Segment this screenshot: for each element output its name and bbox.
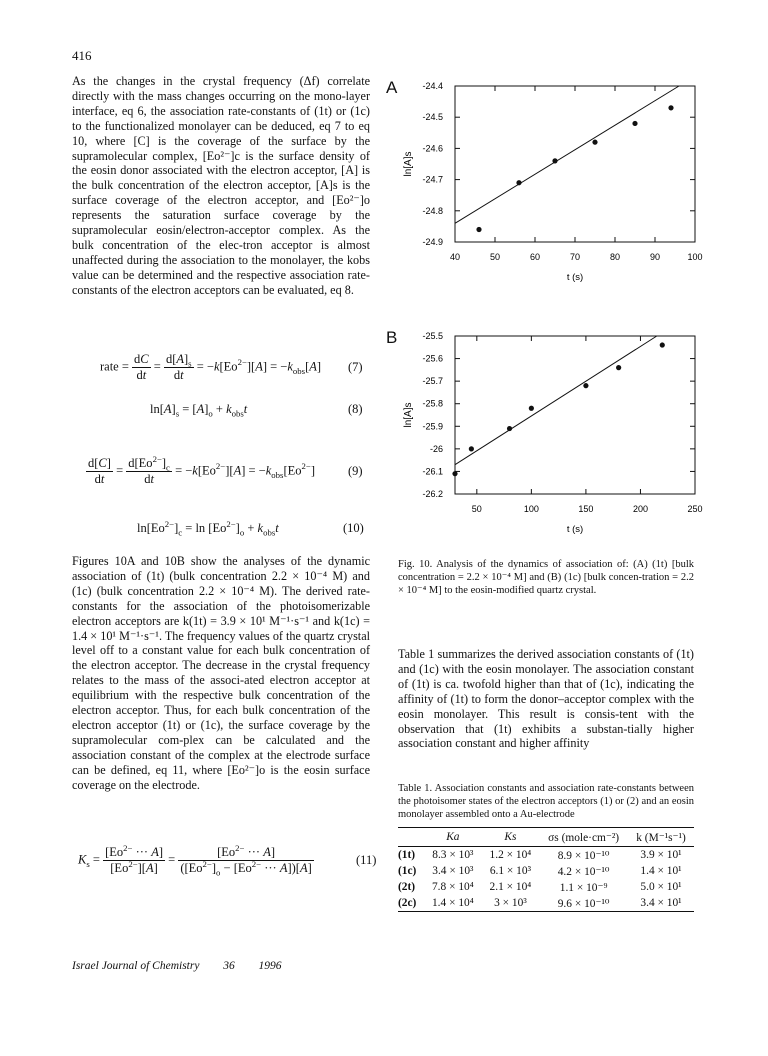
x-tick-label: 70 bbox=[569, 252, 581, 262]
y-tick-label: -26.1 bbox=[422, 466, 443, 477]
chart-a bbox=[395, 78, 703, 298]
data-point bbox=[583, 383, 588, 388]
y-tick-label: -24.7 bbox=[422, 174, 443, 185]
data-point bbox=[516, 180, 521, 185]
table-cell: 5.0 × 10¹ bbox=[640, 881, 682, 893]
figure-caption: Fig. 10. Analysis of the dynamics of association of: (A) (1t) [bulk concentration = 2.2 × 10⁻⁴ M] and (B) (1c) [bulk concen-tration = 2.2 × 10⁻⁴ M] to the eosin-modified quartz crystal. bbox=[398, 559, 694, 596]
table-cell: 1.4 × 10¹ bbox=[640, 865, 682, 877]
data-point bbox=[632, 121, 637, 126]
paragraph-text: Figures 10A and 10B show the analyses of the dynamic association of (1t) (bulk concentration 2.2 × 10⁻⁴ M) and (1c) (bulk concentration 2.2 × 10⁻⁴ M). The derived rate-constants for the association of the photoisomerizable electron acceptors are k(1t) = 3.9 × 10¹ M⁻¹·s⁻¹ and k(1c) = 1.4 × 10¹ M⁻¹·s⁻¹. The frequency values of the quartz crystal level off to a constant value for each bulk concentration of the electron acceptor. The decrease in the crystal frequency relates to the mass of the associ-ated electron acceptor at equilibrium with the respective bulk concentration of the electron acceptor. Thus, for each bulk concentration of the electron acceptor (1t) or (1c), the surface coverage by the supramolecular com-plex can be calculated and the association constant of the complex at the electrode surface can be defined, eq 11, where [Eo²⁻]o is the eosin surface coverage on the electrode. bbox=[72, 554, 370, 792]
row-label: (1t) bbox=[398, 849, 416, 861]
table-cell: 9.6 × 10⁻¹⁰ bbox=[557, 898, 610, 910]
table-row bbox=[398, 847, 694, 864]
table-cell: 3.9 × 10¹ bbox=[640, 849, 682, 861]
paragraph-text: As the changes in the crystal frequency (Δf) correlate directly with the mass changes occurring on the mono-layer interface, eq 6, the association rate-constants of (1t) or (1c) to the functionalized monolayer can be deduced, eq 7 to eq 10, where [C] is the coverage of the surface by the supramolecular complex, [Eo²⁻]c is the surface density of the eosin donor associated with the electron acceptor, [A] is the bulk concentration of the electron acceptor, [A]s is the surface coverage of the electron acceptor, and [Eo²⁻]o represents the saturation surface coverage by the supramolecular eosin/electron-acceptor complex. As the bulk concentration of the elec-tron acceptor is almost unaffected during the association to the monolayer, the kobs value can be determined and the respective association rate-constants of the electron acceptors can be evaluated, eq 8. bbox=[72, 74, 370, 297]
x-tick-label: 250 bbox=[687, 504, 703, 514]
data-point bbox=[529, 406, 534, 411]
panel-label-b: B bbox=[386, 328, 398, 347]
page-number: 416 bbox=[72, 48, 92, 63]
journal-name: Israel Journal of Chemistry bbox=[72, 960, 200, 972]
left-paragraph-1 bbox=[72, 74, 370, 298]
table-cell: 6.1 × 10³ bbox=[489, 865, 531, 877]
table-cell: 8.3 × 10³ bbox=[432, 849, 474, 861]
x-tick-label: 90 bbox=[649, 252, 661, 262]
x-tick-label: 80 bbox=[609, 252, 621, 262]
x-tick-label: 100 bbox=[687, 252, 703, 262]
y-tick-label: -24.6 bbox=[422, 143, 443, 154]
x-tick-label: 60 bbox=[529, 252, 541, 262]
table-row bbox=[398, 895, 694, 911]
y-tick-label: -24.4 bbox=[422, 81, 443, 91]
data-point bbox=[507, 426, 512, 431]
data-point bbox=[668, 105, 673, 110]
eq10-number: (10) bbox=[343, 521, 364, 535]
y-axis-label: ln[A]s bbox=[403, 402, 414, 428]
x-axis-label: t (s) bbox=[566, 272, 584, 283]
table-cell: 3.4 × 10³ bbox=[432, 865, 474, 877]
x-tick-label: 150 bbox=[578, 504, 594, 514]
y-tick-label: -25.8 bbox=[422, 398, 443, 409]
table-cell: 4.2 × 10⁻¹⁰ bbox=[557, 866, 610, 878]
x-tick-label: 200 bbox=[632, 504, 648, 514]
table-header: σs (mole·cm⁻²) bbox=[548, 832, 620, 844]
plot-frame bbox=[455, 86, 695, 242]
data-point bbox=[452, 471, 457, 476]
table-header: Ks bbox=[504, 831, 517, 843]
eq8-number: (8) bbox=[348, 402, 363, 416]
table-cell: 3.4 × 10¹ bbox=[640, 897, 682, 909]
table-header: Ka bbox=[446, 831, 460, 843]
x-tick-label: 50 bbox=[489, 252, 501, 262]
table-header: k (M⁻¹s⁻¹) bbox=[636, 832, 686, 844]
paragraph-text: Table 1 summarizes the derived association constants of (1t) and (1c) with the eosin monolayer. The association constant of (1t) is ca. twofold higher than that of (1c), indicating the affinity of (1t) to form the donor–acceptor complex with the eosin monolayer. This result is consis-tent with the observation that (1t) exhibits a substan-tially higher association constant and higher affinity bbox=[398, 647, 694, 751]
table-cell: 7.8 × 10⁴ bbox=[431, 881, 474, 893]
x-tick-label: 50 bbox=[471, 504, 482, 514]
table-header bbox=[398, 828, 424, 847]
data-point bbox=[469, 446, 474, 451]
data-point bbox=[660, 342, 665, 347]
right-paragraph bbox=[398, 647, 694, 751]
table-caption: Table 1. Association constants and association rate-constants between the photoisomer states of the electron acceptors (1) or (2) and an eosin monolayer assembled onto a Au-electrode bbox=[398, 783, 694, 820]
x-tick-label: 100 bbox=[523, 504, 539, 514]
fit-line bbox=[455, 86, 679, 223]
chart-b bbox=[395, 328, 703, 553]
data-point bbox=[552, 158, 557, 163]
table-cell: 1.4 × 10⁴ bbox=[431, 897, 474, 909]
eq7-number: (7) bbox=[348, 360, 363, 374]
table-row bbox=[398, 879, 694, 895]
footer bbox=[72, 960, 281, 972]
row-label: (2c) bbox=[398, 897, 417, 909]
y-tick-label: -25.6 bbox=[422, 353, 443, 364]
table-cell: 2.1 × 10⁴ bbox=[489, 881, 532, 893]
eq11-number: (11) bbox=[356, 853, 377, 867]
table-cell: 1.2 × 10⁴ bbox=[489, 849, 532, 861]
eq9-number: (9) bbox=[348, 464, 363, 478]
plot-frame bbox=[455, 336, 695, 494]
equation-7: rate = $\frac{dC}{dt}$ = $\frac{d[A]_s}{dt}$ = $-k[Eo^{2-}][A] = -k_{obs}[A]$ (7) bbox=[100, 352, 363, 382]
y-tick-label: -26.2 bbox=[422, 489, 443, 499]
row-label: (2t) bbox=[398, 881, 416, 893]
table-cell: 3 × 10³ bbox=[494, 897, 527, 909]
y-tick-label: -24.9 bbox=[422, 237, 443, 247]
y-tick-label: -25.7 bbox=[422, 376, 443, 387]
equation-8: $\ln[A]_s = [A]_o + k_{obs}t$ (8) bbox=[150, 402, 363, 419]
table-cell: 8.9 × 10⁻¹⁰ bbox=[557, 850, 610, 862]
table-cell: 1.1 × 10⁻⁹ bbox=[559, 882, 608, 894]
y-tick-label: -24.8 bbox=[422, 205, 443, 216]
row-label: (1c) bbox=[398, 865, 417, 877]
association-table bbox=[398, 827, 694, 912]
x-tick-label: 40 bbox=[449, 252, 461, 262]
data-point bbox=[616, 365, 621, 370]
panel-label-a: A bbox=[386, 78, 398, 97]
journal-year: 1996 bbox=[258, 960, 282, 972]
y-tick-label: -25.5 bbox=[422, 331, 443, 341]
x-axis-label: t (s) bbox=[566, 524, 584, 535]
y-tick-label: -25.9 bbox=[422, 421, 443, 432]
equation-9: $\frac{d[C]}{dt}$ = $\frac{d[Eo^{2-}]_c}{dt}$ = $-k[Eo^{2-}][A] = -k_{obs}[Eo^{2-}]$ (9) bbox=[88, 453, 363, 486]
y-tick-label: -26 bbox=[429, 443, 443, 454]
fit-line bbox=[455, 336, 657, 465]
equation-10: $\ln[Eo^{2-}]_c = \ln [Eo^{2-}]_o + k_{obs}t$ (10) bbox=[137, 518, 364, 538]
data-point bbox=[592, 140, 597, 145]
equation-11: $K_s$ = $\frac{[Eo^{2-} \cdot\cdot\cdot A]}{[Eo^{2-}][A]}$ = $\frac{[Eo^{2-} \cdot\cdot\cdot A]}{([Eo^{2-}]_o - [Eo^{2-} \cdot\cdot\cdot A])[A]}$ (11) bbox=[78, 842, 377, 878]
table-header-row bbox=[398, 828, 694, 847]
left-paragraph-2 bbox=[72, 554, 370, 793]
journal-volume: 36 bbox=[223, 960, 235, 972]
table-row bbox=[398, 863, 694, 879]
y-axis-label: ln[A]s bbox=[403, 151, 414, 177]
y-tick-label: -24.5 bbox=[422, 112, 443, 123]
data-point bbox=[476, 227, 481, 232]
